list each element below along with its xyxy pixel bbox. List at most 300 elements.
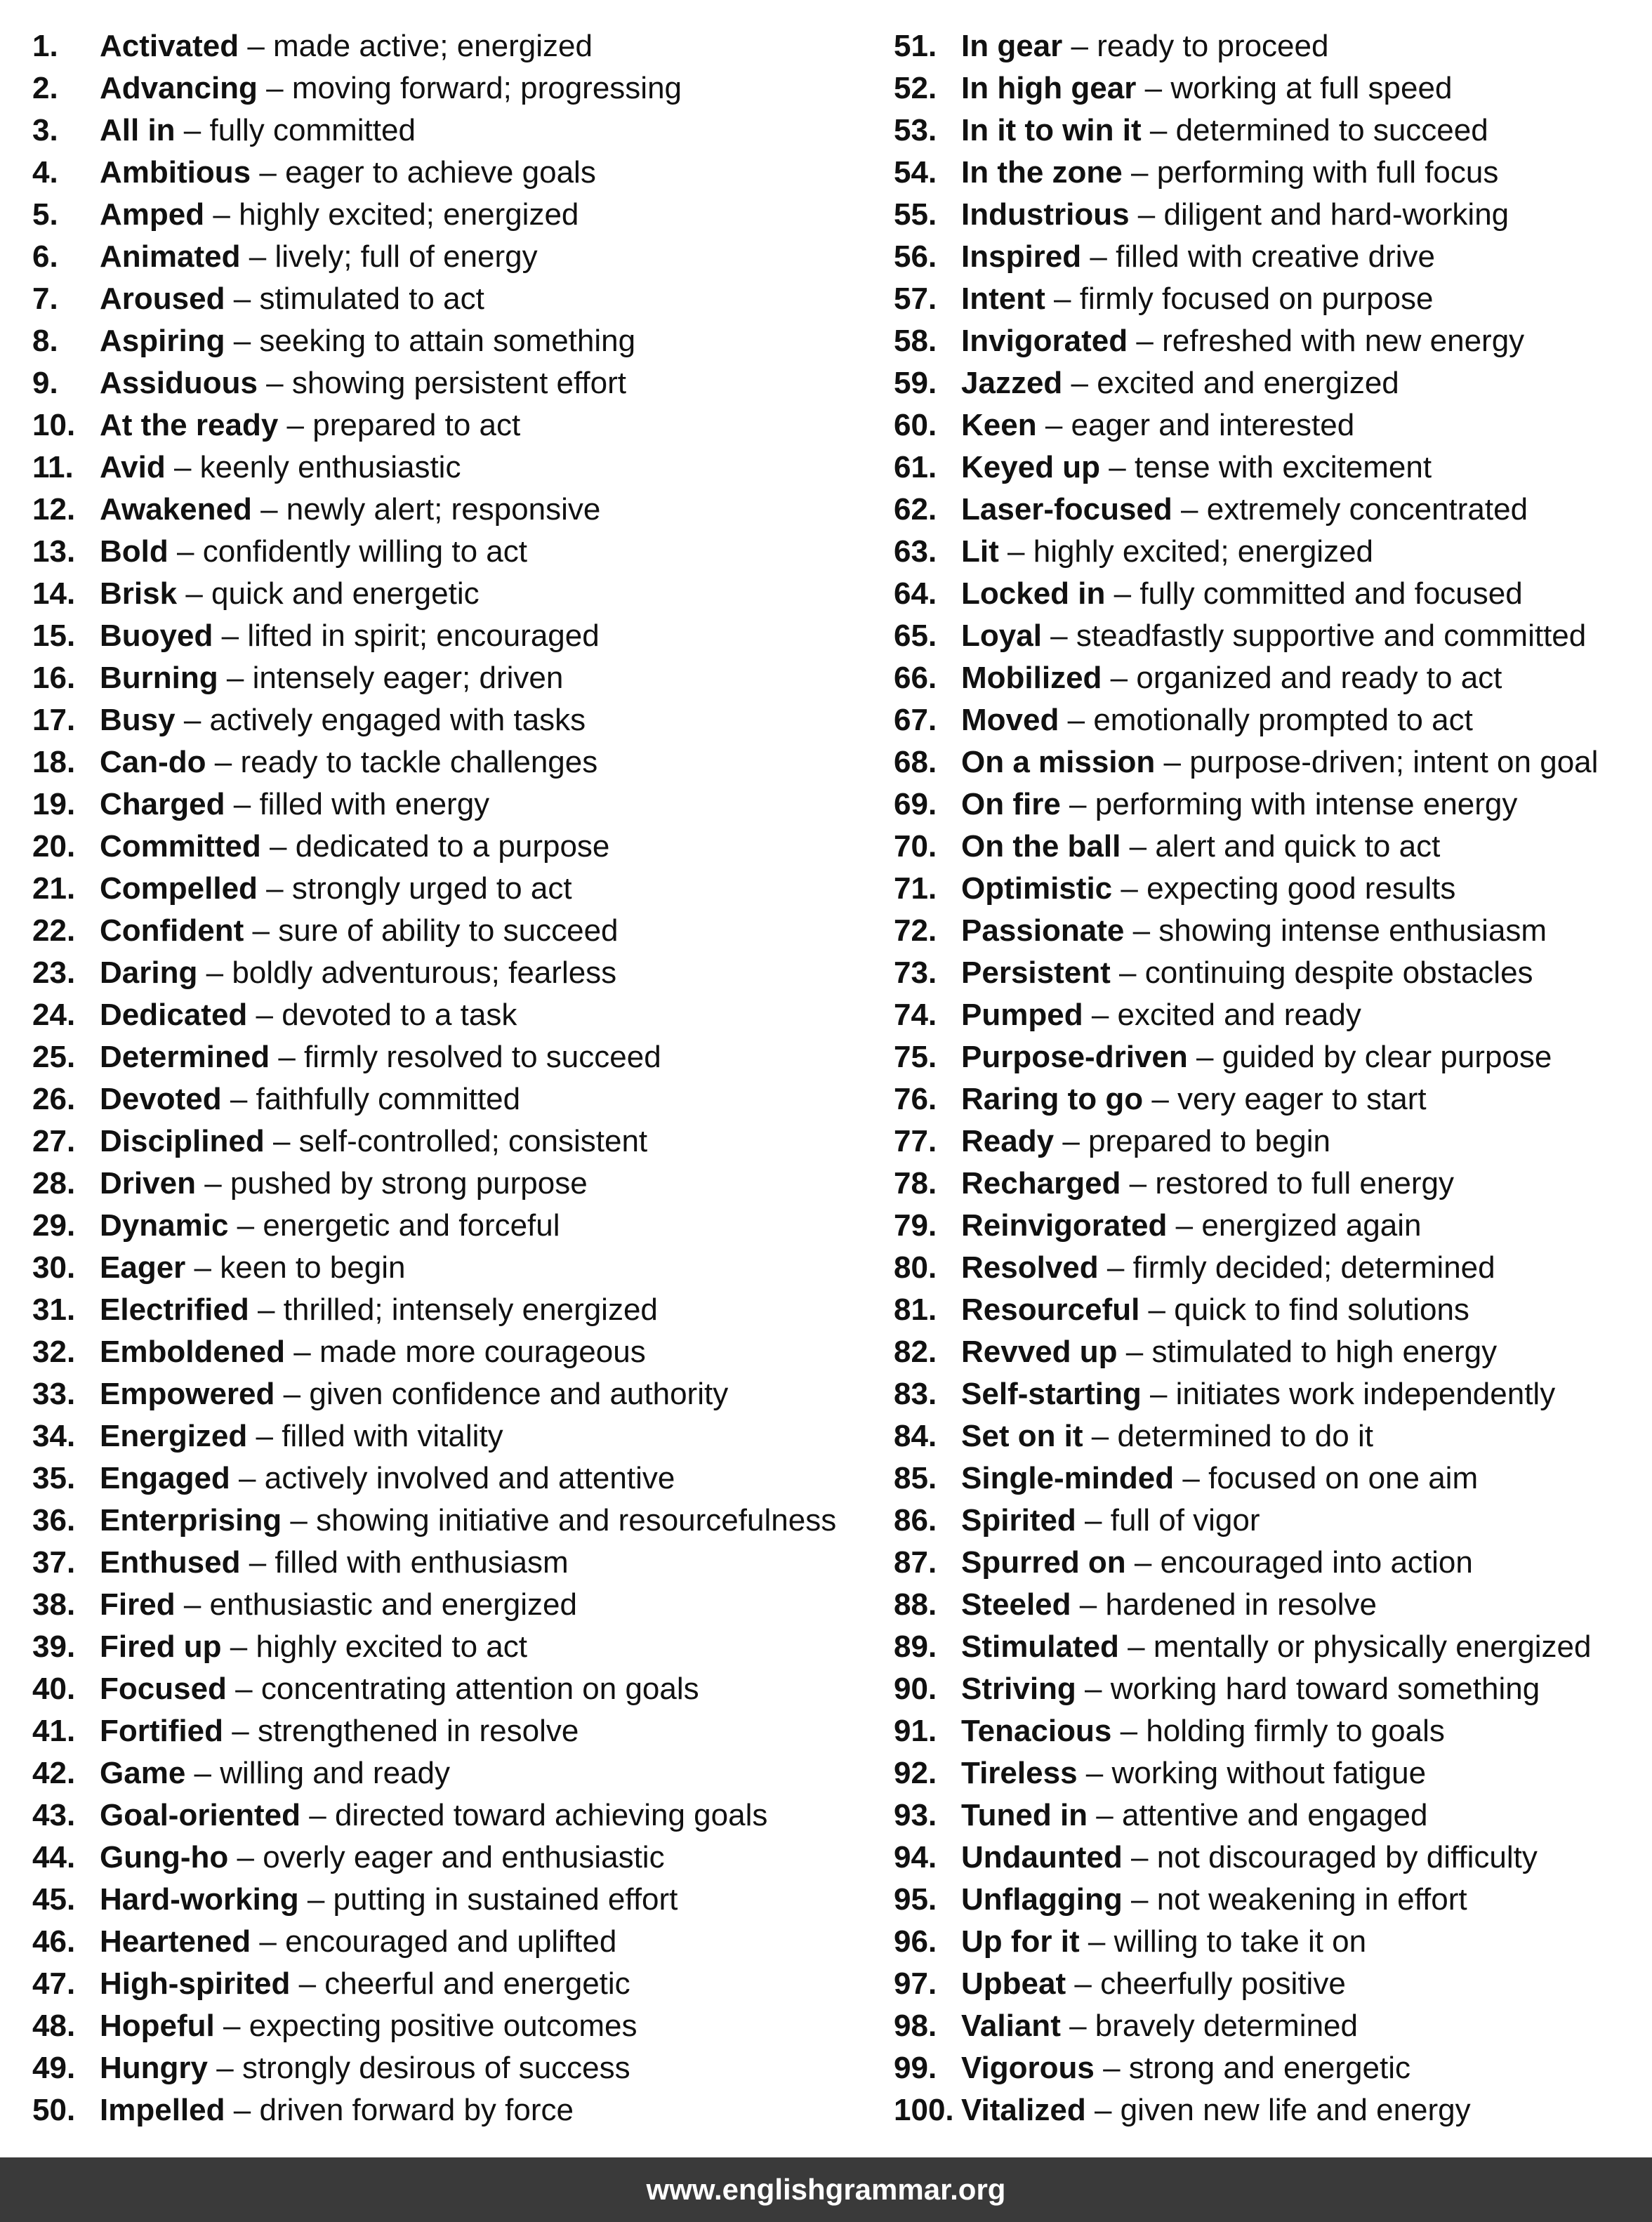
item-separator: – <box>1130 1882 1149 1917</box>
item-word: Aspiring <box>100 324 225 358</box>
item-definition: performing with full focus <box>1156 155 1499 190</box>
list-item <box>32 25 861 67</box>
item-separator: – <box>1144 71 1163 105</box>
list-item <box>894 489 1645 531</box>
list-item <box>32 573 861 615</box>
item-number: 67. <box>894 703 937 737</box>
item-definition: purpose-driven; intent on goal <box>1189 745 1599 779</box>
item-word: Assiduous <box>100 366 258 400</box>
item-definition: quick to find solutions <box>1174 1292 1469 1327</box>
item-number: 35. <box>32 1461 76 1495</box>
item-word: On fire <box>961 787 1061 821</box>
item-number: 20. <box>32 829 76 864</box>
list-item <box>32 2005 861 2047</box>
item-definition: given confidence and authority <box>309 1377 729 1411</box>
item-word: Self-starting <box>961 1377 1142 1411</box>
item-definition: extremely concentrated <box>1206 492 1528 527</box>
list-item <box>894 573 1645 615</box>
list-item <box>894 1752 1645 1794</box>
item-word: Hungry <box>100 2051 208 2085</box>
item-definition: actively involved and attentive <box>264 1461 675 1495</box>
item-separator: – <box>1182 1461 1200 1495</box>
item-word: Intent <box>961 282 1045 316</box>
item-definition: keenly enthusiastic <box>199 450 461 484</box>
list-item <box>894 1415 1645 1457</box>
item-word: Hopeful <box>100 2009 215 2043</box>
item-word: Bold <box>100 534 168 569</box>
item-definition: not weakening in effort <box>1156 1882 1467 1917</box>
item-word: Up for it <box>961 1924 1080 1959</box>
item-number: 85. <box>894 1461 937 1495</box>
item-word: Mobilized <box>961 661 1102 695</box>
footer-bar <box>0 2157 1652 2222</box>
list-item <box>894 2089 1645 2131</box>
item-word: In gear <box>961 29 1063 63</box>
list-item <box>32 1752 861 1794</box>
list-item <box>894 1331 1645 1373</box>
item-separator: – <box>1096 1798 1114 1832</box>
item-definition: working at full speed <box>1170 71 1453 105</box>
item-definition: prepared to begin <box>1088 1124 1330 1158</box>
item-word: Heartened <box>100 1924 251 1959</box>
item-number: 24. <box>32 998 76 1032</box>
item-number: 86. <box>894 1503 937 1537</box>
item-word: Enthused <box>100 1545 241 1580</box>
item-separator: – <box>1074 1966 1092 2001</box>
item-definition: enthusiastic and energized <box>209 1587 577 1622</box>
item-number: 100. <box>894 2093 954 2127</box>
item-definition: seeking to attain something <box>259 324 636 358</box>
item-separator: – <box>272 1124 291 1158</box>
item-number: 13. <box>32 534 76 569</box>
list-item <box>32 2047 861 2089</box>
list-item <box>32 952 861 994</box>
item-word: In the zone <box>961 155 1123 190</box>
item-definition: excited and energized <box>1097 366 1399 400</box>
item-word: Resolved <box>961 1250 1099 1285</box>
item-separator: – <box>266 366 284 400</box>
item-definition: very eager to start <box>1177 1082 1427 1116</box>
item-word: Game <box>100 1756 186 1790</box>
item-number: 23. <box>32 955 76 990</box>
item-separator: – <box>237 1208 255 1243</box>
list-item <box>32 741 861 783</box>
item-number: 15. <box>32 619 76 653</box>
list-item <box>32 152 861 194</box>
item-word: Moved <box>961 703 1059 737</box>
item-separator: – <box>1007 534 1025 569</box>
item-definition: emotionally prompted to act <box>1093 703 1473 737</box>
list-item <box>894 783 1645 826</box>
item-number: 7. <box>32 282 58 316</box>
list-item <box>894 1879 1645 1921</box>
item-definition: determined to succeed <box>1175 113 1488 147</box>
list-item <box>894 320 1645 362</box>
list-item <box>894 1457 1645 1500</box>
item-number: 76. <box>894 1082 937 1116</box>
item-definition: dedicated to a purpose <box>295 829 610 864</box>
item-number: 83. <box>894 1377 937 1411</box>
item-word: Can-do <box>100 745 206 779</box>
item-separator: – <box>235 1672 253 1706</box>
item-definition: hardened in resolve <box>1105 1587 1377 1622</box>
item-separator: – <box>252 913 270 948</box>
item-number: 99. <box>894 2051 937 2085</box>
item-separator: – <box>239 1461 256 1495</box>
item-word: Buoyed <box>100 619 213 653</box>
item-separator: – <box>232 1714 249 1748</box>
item-word: Awakened <box>100 492 252 527</box>
list-item <box>32 1163 861 1205</box>
item-definition: fully committed <box>209 113 416 147</box>
list-item <box>32 1837 861 1879</box>
item-separator: – <box>213 197 230 232</box>
item-word: Tenacious <box>961 1714 1112 1748</box>
item-definition: overly eager and enthusiastic <box>263 1840 665 1874</box>
list-item <box>32 1794 861 1837</box>
item-separator: – <box>223 2009 241 2043</box>
item-definition: highly excited; energized <box>1033 534 1374 569</box>
list-item <box>894 278 1645 320</box>
item-separator: – <box>270 829 287 864</box>
item-number: 8. <box>32 324 58 358</box>
item-number: 46. <box>32 1924 76 1959</box>
item-separator: – <box>177 534 194 569</box>
item-number: 90. <box>894 1672 937 1706</box>
item-separator: – <box>1085 1672 1102 1706</box>
list-item <box>32 67 861 110</box>
list-item <box>32 994 861 1036</box>
item-number: 29. <box>32 1208 76 1243</box>
item-definition: fully committed and focused <box>1139 576 1523 611</box>
item-number: 61. <box>894 450 937 484</box>
item-word: Inspired <box>961 239 1082 274</box>
list-item <box>894 1794 1645 1837</box>
item-word: Purpose-driven <box>961 1040 1188 1074</box>
item-word: Burning <box>100 661 218 695</box>
item-word: Jazzed <box>961 366 1063 400</box>
list-item <box>32 320 861 362</box>
item-separator: – <box>183 113 201 147</box>
item-definition: filled with enthusiasm <box>275 1545 569 1580</box>
item-definition: diligent and hard-working <box>1163 197 1509 232</box>
list-item <box>894 1036 1645 1078</box>
item-separator: – <box>1163 745 1182 779</box>
list-item <box>32 1373 861 1415</box>
item-number: 74. <box>894 998 937 1032</box>
item-separator: – <box>1120 1714 1138 1748</box>
item-word: Impelled <box>100 2093 225 2127</box>
list-item <box>894 404 1645 447</box>
item-number: 44. <box>32 1840 76 1874</box>
item-number: 51. <box>894 29 937 63</box>
item-separator: – <box>1148 1292 1166 1327</box>
list-item <box>894 236 1645 278</box>
item-word: Avid <box>100 450 166 484</box>
list-item <box>32 868 861 910</box>
item-definition: made more courageous <box>319 1335 646 1369</box>
item-number: 50. <box>32 2093 76 2127</box>
item-number: 71. <box>894 871 937 906</box>
item-definition: cheerfully positive <box>1100 1966 1346 2001</box>
list-item <box>32 1921 861 1963</box>
item-word: Activated <box>100 29 239 63</box>
item-definition: driven forward by force <box>259 2093 574 2127</box>
item-separator: – <box>1110 661 1128 695</box>
item-word: Disciplined <box>100 1124 265 1158</box>
item-separator: – <box>233 787 251 821</box>
item-number: 97. <box>894 1966 937 2001</box>
item-separator: – <box>259 155 277 190</box>
item-word: Driven <box>100 1166 196 1201</box>
item-definition: confidently willing to act <box>202 534 527 569</box>
item-definition: moving forward; progressing <box>291 71 682 105</box>
item-number: 5. <box>32 197 58 232</box>
list-item <box>894 1078 1645 1120</box>
item-separator: – <box>237 1840 254 1874</box>
item-separator: – <box>1103 2051 1121 2085</box>
item-number: 52. <box>894 71 937 105</box>
item-word: Energized <box>100 1419 248 1453</box>
item-word: On a mission <box>961 745 1156 779</box>
item-separator: – <box>194 1250 212 1285</box>
item-number: 57. <box>894 282 937 316</box>
item-definition: strengthened in resolve <box>257 1714 579 1748</box>
list-item <box>894 1247 1645 1289</box>
item-separator: – <box>221 619 239 653</box>
list-item <box>894 657 1645 699</box>
item-word: All in <box>100 113 176 147</box>
item-number: 79. <box>894 1208 937 1243</box>
item-number: 54. <box>894 155 937 190</box>
item-number: 92. <box>894 1756 937 1790</box>
list-item <box>32 826 861 868</box>
list-item <box>32 278 861 320</box>
item-definition: newly alert; responsive <box>286 492 601 527</box>
item-separator: – <box>1125 1335 1144 1369</box>
list-item <box>32 657 861 699</box>
item-definition: filled with energy <box>259 787 490 821</box>
item-word: High-spirited <box>100 1966 291 2001</box>
item-definition: firmly focused on purpose <box>1079 282 1434 316</box>
list-item <box>32 1668 861 1710</box>
item-separator: – <box>1091 998 1109 1032</box>
item-number: 31. <box>32 1292 76 1327</box>
word-list-left-column <box>32 25 861 2131</box>
item-definition: not discouraged by difficulty <box>1156 1840 1538 1874</box>
item-word: Undaunted <box>961 1840 1123 1874</box>
list-item <box>32 1500 861 1542</box>
item-definition: showing initiative and resourcefulness <box>316 1503 837 1537</box>
item-definition: willing to take it on <box>1114 1924 1367 1959</box>
list-item <box>894 741 1645 783</box>
item-separator: – <box>1119 955 1137 990</box>
item-number: 75. <box>894 1040 937 1074</box>
item-definition: intensely eager; driven <box>252 661 564 695</box>
item-separator: – <box>1085 1503 1102 1537</box>
item-definition: concentrating attention on goals <box>260 1672 699 1706</box>
item-number: 28. <box>32 1166 76 1201</box>
list-item <box>894 1710 1645 1752</box>
item-word: Tuned in <box>961 1798 1088 1832</box>
list-item <box>894 699 1645 741</box>
item-number: 25. <box>32 1040 76 1074</box>
item-separator: – <box>298 1966 317 2001</box>
item-definition: keen to begin <box>220 1250 406 1285</box>
item-number: 69. <box>894 787 937 821</box>
item-separator: – <box>1106 1250 1125 1285</box>
item-number: 59. <box>894 366 937 400</box>
item-separator: – <box>286 408 305 442</box>
item-definition: filled with creative drive <box>1116 239 1435 274</box>
list-item <box>32 1078 861 1120</box>
item-word: Ambitious <box>100 155 251 190</box>
item-definition: initiates work independently <box>1175 1377 1556 1411</box>
item-word: Dynamic <box>100 1208 229 1243</box>
item-number: 60. <box>894 408 937 442</box>
item-word: Steeled <box>961 1587 1071 1622</box>
item-definition: steadfastly supportive and committed <box>1076 619 1587 653</box>
list-item <box>894 1837 1645 1879</box>
item-separator: – <box>233 282 251 316</box>
list-item <box>32 110 861 152</box>
list-item <box>894 1921 1645 1963</box>
item-word: Busy <box>100 703 176 737</box>
item-number: 96. <box>894 1924 937 1959</box>
item-number: 32. <box>32 1335 76 1369</box>
item-separator: – <box>249 239 267 274</box>
item-definition: devoted to a task <box>282 998 517 1032</box>
item-word: Set on it <box>961 1419 1083 1453</box>
list-item <box>894 1500 1645 1542</box>
list-item <box>32 2089 861 2131</box>
item-separator: – <box>185 576 203 611</box>
item-separator: – <box>266 71 284 105</box>
item-number: 84. <box>894 1419 937 1453</box>
list-item <box>894 1626 1645 1668</box>
item-separator: – <box>1085 1756 1104 1790</box>
item-word: Empowered <box>100 1377 275 1411</box>
item-separator: – <box>309 1798 326 1832</box>
item-number: 53. <box>894 113 937 147</box>
item-separator: – <box>1129 1166 1147 1201</box>
item-separator: – <box>1149 113 1168 147</box>
item-separator: – <box>204 1166 222 1201</box>
item-separator: – <box>1134 1545 1152 1580</box>
item-number: 56. <box>894 239 937 274</box>
item-separator: – <box>256 1419 273 1453</box>
list-item <box>32 1963 861 2005</box>
item-separator: – <box>290 1503 308 1537</box>
item-word: Unflagging <box>961 1882 1123 1917</box>
item-definition: energetic and forceful <box>263 1208 560 1243</box>
item-number: 55. <box>894 197 937 232</box>
item-definition: given new life and energy <box>1120 2093 1471 2127</box>
item-definition: boldly adventurous; fearless <box>232 955 617 990</box>
item-number: 16. <box>32 661 76 695</box>
item-word: In it to win it <box>961 113 1142 147</box>
list-item <box>894 1373 1645 1415</box>
item-number: 49. <box>32 2051 76 2085</box>
item-definition: faithfully committed <box>256 1082 521 1116</box>
list-item <box>894 1542 1645 1584</box>
item-definition: showing persistent effort <box>291 366 626 400</box>
item-separator: – <box>249 1545 267 1580</box>
list-item <box>32 1415 861 1457</box>
item-word: Persistent <box>961 955 1111 990</box>
item-number: 21. <box>32 871 76 906</box>
list-item <box>894 1289 1645 1331</box>
list-item <box>894 1584 1645 1626</box>
item-number: 42. <box>32 1756 76 1790</box>
list-item <box>32 531 861 573</box>
item-number: 88. <box>894 1587 937 1622</box>
item-number: 17. <box>32 703 76 737</box>
item-definition: performing with intense energy <box>1095 787 1518 821</box>
item-definition: encouraged and uplifted <box>285 1924 617 1959</box>
item-number: 39. <box>32 1629 76 1664</box>
item-definition: filled with vitality <box>282 1419 503 1453</box>
item-number: 38. <box>32 1587 76 1622</box>
item-separator: – <box>230 1082 248 1116</box>
item-word: Invigorated <box>961 324 1128 358</box>
item-word: Pumped <box>961 998 1083 1032</box>
list-item <box>894 1668 1645 1710</box>
item-definition: directed toward achieving goals <box>334 1798 768 1832</box>
list-item <box>894 615 1645 657</box>
item-number: 82. <box>894 1335 937 1369</box>
item-number: 81. <box>894 1292 937 1327</box>
item-definition: actively engaged with tasks <box>209 703 586 737</box>
item-separator: – <box>1045 408 1063 442</box>
item-word: Reinvigorated <box>961 1208 1168 1243</box>
item-number: 45. <box>32 1882 76 1917</box>
item-word: Valiant <box>961 2009 1061 2043</box>
list-item <box>32 236 861 278</box>
item-definition: working without fatigue <box>1111 1756 1427 1790</box>
item-number: 10. <box>32 408 76 442</box>
list-item <box>32 1457 861 1500</box>
item-separator: – <box>1175 1208 1194 1243</box>
item-definition: strongly urged to act <box>291 871 572 906</box>
item-number: 37. <box>32 1545 76 1580</box>
item-separator: – <box>216 2051 234 2085</box>
item-separator: – <box>266 871 284 906</box>
footer-website-url[interactable]: www.englishgrammar.org <box>646 2173 1006 2206</box>
item-number: 48. <box>32 2009 76 2043</box>
list-item <box>32 1879 861 1921</box>
item-separator: – <box>1196 1040 1214 1074</box>
item-word: Industrious <box>961 197 1130 232</box>
item-number: 89. <box>894 1629 937 1664</box>
list-item <box>32 1036 861 1078</box>
item-separator: – <box>230 1629 248 1664</box>
item-separator: – <box>1054 282 1071 316</box>
list-item <box>32 615 861 657</box>
item-definition: attentive and engaged <box>1122 1798 1428 1832</box>
item-separator: – <box>1137 197 1156 232</box>
item-number: 12. <box>32 492 76 527</box>
item-definition: expecting good results <box>1147 871 1456 906</box>
word-list-right-column <box>894 25 1645 2131</box>
item-definition: lively; full of energy <box>275 239 538 274</box>
item-separator: – <box>1071 366 1089 400</box>
item-word: Engaged <box>100 1461 230 1495</box>
item-word: In high gear <box>961 71 1137 105</box>
item-definition: firmly resolved to succeed <box>304 1040 661 1074</box>
item-number: 6. <box>32 239 58 274</box>
list-item <box>894 25 1645 67</box>
